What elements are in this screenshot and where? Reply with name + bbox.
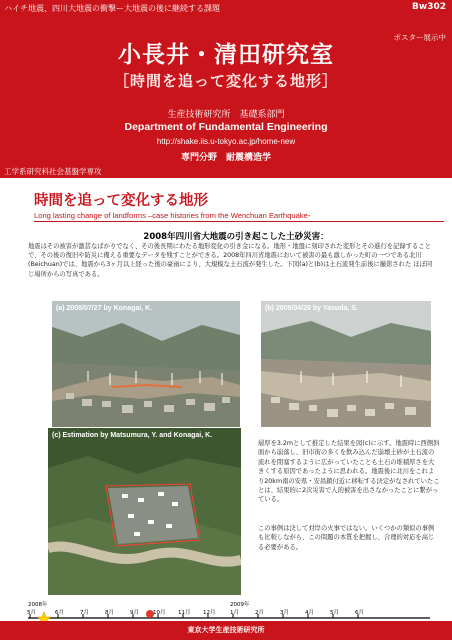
timeline-month: 3月 (280, 610, 289, 616)
timeline-month: 4月 (305, 610, 314, 616)
footer-bar (0, 621, 452, 640)
research-field: 専門分野 耐震構造学 (180, 153, 271, 163)
content-panel (24, 180, 448, 626)
event-timeline (0, 600, 452, 622)
photo-c-caption: (c) Estimation by Matsumura, Y. and Konagai, K. (52, 432, 213, 439)
timeline-month: 9月 (130, 610, 139, 616)
footer-text: 東京大学生産技術研究所 (187, 626, 265, 634)
photo-a-caption: (a) 2008/07/27 by Konagai, K. (56, 305, 153, 312)
estimation-map (48, 428, 241, 595)
intro-text: 地震はその被害が激甚なばかりでなく、その後長期にわたる地形変化の引き金になる。地形・地盤に刻印された変形とその進行を記録することで、その後の復旧や防災に備える重要なデータを残すことができる。2008年四川省地震において被害の最も激しかった町の一つである北川 (Beichuan)では、地震から3ヶ月以上経った後の豪雨により、大規模な土石流が発生した。下図(a)と(b)は土石流発生前後に撮影された ほぼ同じ場所からの写真である。 (28, 243, 433, 278)
timeline-year-2009: 2009年 (230, 602, 250, 608)
poster-notice: ポスター展示中 (393, 33, 446, 42)
estimation-text: 層厚を3.2mとして推定した結果を図(c)に示す。地震時に西側斜面から崩落し、旧市街の多くを飲み込んだ崩壊土砂が土石流の流れを閉塞するように広がっていたことも土石の堆積厚さを大きくする原因であったように思われる。地震後に北川をこれより20km南の安県・安昌鎮付近に移転する決定がなされていたことは、結果的に2次災害で人的被害を出さなかったことに繋がっている。 (258, 440, 440, 504)
photo-2008 (52, 301, 240, 427)
timeline-month: 5月 (27, 610, 36, 616)
photo-b-caption: (b) 2009/04/20 by Yasuda, S. (265, 305, 358, 312)
booth-code: Bw302 (412, 2, 446, 12)
conclusion-text: この事例は決して対岸の火事ではない。いくつかの類似の事例も比較しながら、この問題の本質を把握し、合理的対応を高じる必要がある。 (258, 525, 435, 551)
institute-name: 生産技術研究所 基礎系部門 (167, 110, 285, 120)
department-name: Department of Fundamental Engineering (124, 121, 328, 133)
lab-url[interactable]: http://shake.iis.u-tokyo.ac.jp/home-new (156, 137, 296, 146)
timeline-month: 6月 (355, 610, 364, 616)
lab-subtitle: ［時間を追って変化する地形］ (113, 72, 338, 90)
panel-title-en: Long lasting change of landforms –case histories from the Wenchuan Earthquake- (34, 211, 311, 220)
timeline-month: 6月 (55, 610, 64, 616)
event-title: ハイチ地震、四川大地震の衝撃ー大地震の後に継続する課題 (4, 4, 220, 13)
timeline-month: 12月 (203, 610, 216, 616)
title-divider (34, 221, 444, 222)
panel-title: 時間を追って変化する地形 (34, 193, 208, 209)
timeline-month: 11月 (178, 610, 191, 616)
photo-2008-image (52, 301, 240, 427)
timeline-month: 1月 (230, 610, 239, 616)
timeline-year-2008: 2008年 (28, 602, 48, 608)
timeline-month: 8月 (105, 610, 114, 616)
timeline-month: 7月 (80, 610, 89, 616)
graduate-school: 工学系研究科社会基盤学専攻 (4, 167, 102, 176)
estimation-map-image (48, 428, 241, 595)
timeline-month: 10月 (153, 610, 166, 616)
photo-2009-image (261, 301, 431, 427)
photo-2009 (261, 301, 431, 427)
timeline-month: 2月 (255, 610, 264, 616)
timeline-month: 5月 (330, 610, 339, 616)
timeline-axis (0, 600, 452, 622)
lab-title: 小長井・清田研究室 (118, 42, 334, 68)
section-heading: 2008年四川省大地震の引き起こした土砂災害： (143, 232, 329, 242)
header-banner (0, 0, 452, 178)
